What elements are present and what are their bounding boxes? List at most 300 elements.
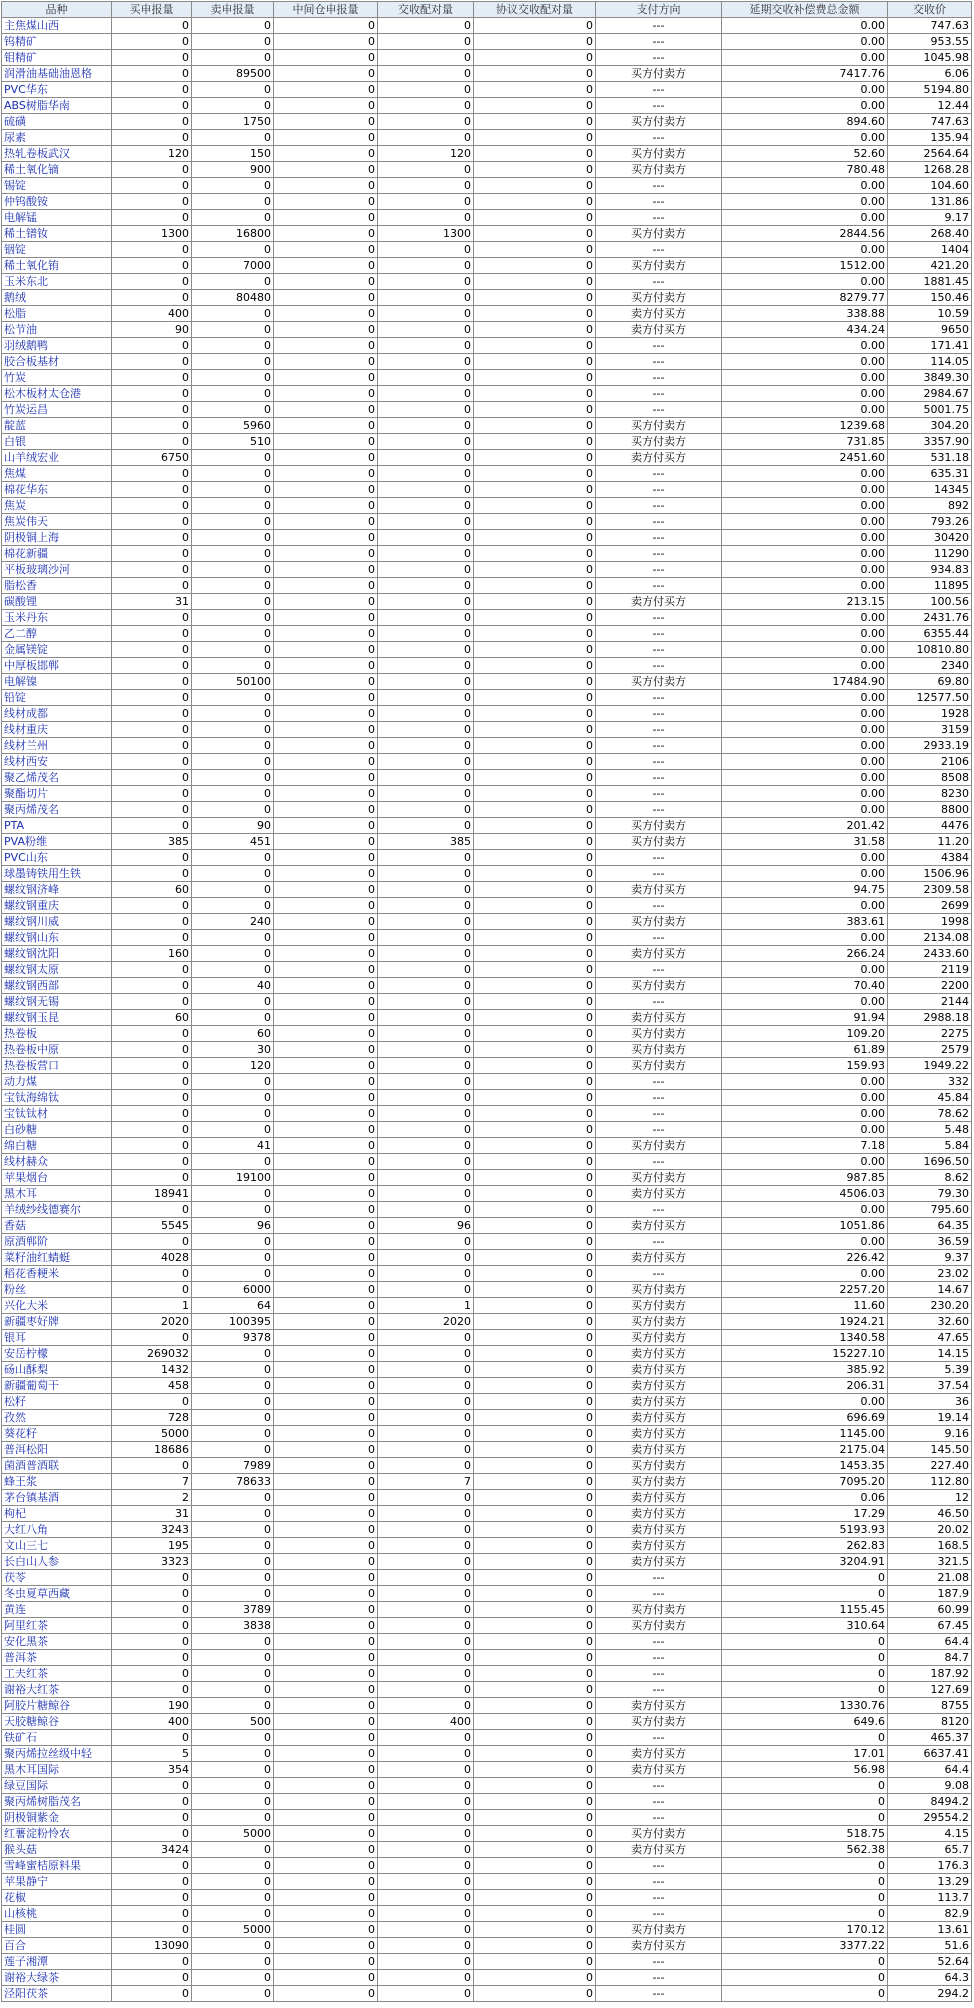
cell-variety: 羊绒纱线德赛尔 bbox=[2, 1202, 112, 1218]
cell-payment-direction: 买方付卖方 bbox=[596, 146, 722, 162]
cell-delivery-matched: 0 bbox=[378, 818, 474, 834]
cell-intermediate-declared: 0 bbox=[274, 98, 378, 114]
cell-deferred-compensation: 0.00 bbox=[722, 1106, 888, 1122]
table-row bbox=[2, 866, 972, 882]
cell-deferred-compensation: 7095.20 bbox=[722, 1474, 888, 1490]
cell-intermediate-declared: 0 bbox=[274, 82, 378, 98]
cell-payment-direction: --- bbox=[596, 1730, 722, 1746]
cell-delivery-price: 79.30 bbox=[888, 1186, 972, 1202]
cell-payment-direction: --- bbox=[596, 338, 722, 354]
cell-sell-declared: 0 bbox=[192, 946, 274, 962]
cell-delivery-price: 2119 bbox=[888, 962, 972, 978]
cell-variety: 宝钛海绵钛 bbox=[2, 1090, 112, 1106]
cell-deferred-compensation: 731.85 bbox=[722, 434, 888, 450]
cell-variety: 玉米东北 bbox=[2, 274, 112, 290]
cell-buy-declared: 0 bbox=[112, 818, 192, 834]
cell-payment-direction: 卖方付买方 bbox=[596, 1762, 722, 1778]
cell-deferred-compensation: 1239.68 bbox=[722, 418, 888, 434]
cell-deferred-compensation: 0 bbox=[722, 1810, 888, 1826]
cell-variety: 聚丙烯拉丝级中轻 bbox=[2, 1746, 112, 1762]
table-row bbox=[2, 978, 972, 994]
cell-intermediate-declared: 0 bbox=[274, 754, 378, 770]
cell-sell-declared: 0 bbox=[192, 18, 274, 34]
cell-sell-declared: 0 bbox=[192, 1266, 274, 1282]
cell-buy-declared: 2020 bbox=[112, 1314, 192, 1330]
cell-buy-declared: 0 bbox=[112, 498, 192, 514]
cell-intermediate-declared: 0 bbox=[274, 626, 378, 642]
table-row bbox=[2, 962, 972, 978]
cell-delivery-price: 60.99 bbox=[888, 1602, 972, 1618]
cell-buy-declared: 0 bbox=[112, 1330, 192, 1346]
cell-agreement-matched: 0 bbox=[474, 226, 596, 242]
cell-buy-declared: 0 bbox=[112, 178, 192, 194]
cell-sell-declared: 0 bbox=[192, 1634, 274, 1650]
cell-payment-direction: --- bbox=[596, 770, 722, 786]
cell-delivery-matched: 0 bbox=[378, 450, 474, 466]
cell-sell-declared: 0 bbox=[192, 578, 274, 594]
cell-delivery-price: 12577.50 bbox=[888, 690, 972, 706]
cell-agreement-matched: 0 bbox=[474, 978, 596, 994]
cell-sell-declared: 64 bbox=[192, 1298, 274, 1314]
cell-agreement-matched: 0 bbox=[474, 1922, 596, 1938]
cell-agreement-matched: 0 bbox=[474, 498, 596, 514]
cell-payment-direction: --- bbox=[596, 930, 722, 946]
table-row bbox=[2, 1074, 972, 1090]
cell-payment-direction: --- bbox=[596, 1986, 722, 2002]
header-deferred-compensation: 延期交收补偿费总金额 bbox=[722, 2, 888, 18]
cell-sell-declared: 16800 bbox=[192, 226, 274, 242]
cell-sell-declared: 0 bbox=[192, 402, 274, 418]
cell-deferred-compensation: 0.00 bbox=[722, 50, 888, 66]
cell-variety: 苹果静宁 bbox=[2, 1874, 112, 1890]
cell-deferred-compensation: 0 bbox=[722, 1890, 888, 1906]
cell-deferred-compensation: 0.00 bbox=[722, 530, 888, 546]
cell-delivery-matched: 0 bbox=[378, 162, 474, 178]
cell-buy-declared: 0 bbox=[112, 562, 192, 578]
cell-agreement-matched: 0 bbox=[474, 818, 596, 834]
cell-buy-declared: 0 bbox=[112, 1986, 192, 2002]
cell-variety: 新疆葡萄干 bbox=[2, 1378, 112, 1394]
cell-payment-direction: --- bbox=[596, 1890, 722, 1906]
cell-payment-direction: 卖方付买方 bbox=[596, 1506, 722, 1522]
cell-intermediate-declared: 0 bbox=[274, 434, 378, 450]
cell-sell-declared: 0 bbox=[192, 1746, 274, 1762]
cell-variety: 乙二醇 bbox=[2, 626, 112, 642]
cell-deferred-compensation: 266.24 bbox=[722, 946, 888, 962]
cell-payment-direction: 买方付卖方 bbox=[596, 978, 722, 994]
cell-variety: 安岳柠檬 bbox=[2, 1346, 112, 1362]
cell-delivery-price: 227.40 bbox=[888, 1458, 972, 1474]
header-delivery-matched: 交收配对量 bbox=[378, 2, 474, 18]
cell-delivery-matched: 0 bbox=[378, 1266, 474, 1282]
cell-delivery-price: 145.50 bbox=[888, 1442, 972, 1458]
cell-sell-declared: 0 bbox=[192, 1106, 274, 1122]
cell-delivery-matched: 0 bbox=[378, 1826, 474, 1842]
cell-sell-declared: 0 bbox=[192, 1874, 274, 1890]
cell-variety: 白砂糖 bbox=[2, 1122, 112, 1138]
cell-deferred-compensation: 56.98 bbox=[722, 1762, 888, 1778]
cell-payment-direction: --- bbox=[596, 1090, 722, 1106]
cell-variety: 热轧卷板武汉 bbox=[2, 146, 112, 162]
cell-intermediate-declared: 0 bbox=[274, 1826, 378, 1842]
table-row bbox=[2, 1650, 972, 1666]
cell-delivery-price: 1268.28 bbox=[888, 162, 972, 178]
table-row bbox=[2, 466, 972, 482]
cell-delivery-matched: 0 bbox=[378, 98, 474, 114]
table-row bbox=[2, 290, 972, 306]
cell-intermediate-declared: 0 bbox=[274, 1442, 378, 1458]
cell-variety: 线材成都 bbox=[2, 706, 112, 722]
cell-sell-declared: 240 bbox=[192, 914, 274, 930]
cell-buy-declared: 2 bbox=[112, 1490, 192, 1506]
cell-sell-declared: 0 bbox=[192, 1522, 274, 1538]
cell-sell-declared: 0 bbox=[192, 1234, 274, 1250]
cell-delivery-price: 32.60 bbox=[888, 1314, 972, 1330]
cell-deferred-compensation: 0.00 bbox=[722, 898, 888, 914]
cell-delivery-price: 64.35 bbox=[888, 1218, 972, 1234]
cell-buy-declared: 0 bbox=[112, 850, 192, 866]
cell-buy-declared: 3243 bbox=[112, 1522, 192, 1538]
cell-sell-declared: 0 bbox=[192, 1938, 274, 1954]
cell-sell-declared: 900 bbox=[192, 162, 274, 178]
cell-sell-declared: 0 bbox=[192, 706, 274, 722]
cell-delivery-matched: 2020 bbox=[378, 1314, 474, 1330]
header-delivery-price: 交收价 bbox=[888, 2, 972, 18]
cell-agreement-matched: 0 bbox=[474, 82, 596, 98]
cell-deferred-compensation: 894.60 bbox=[722, 114, 888, 130]
cell-intermediate-declared: 0 bbox=[274, 466, 378, 482]
cell-intermediate-declared: 0 bbox=[274, 898, 378, 914]
cell-intermediate-declared: 0 bbox=[274, 114, 378, 130]
cell-payment-direction: --- bbox=[596, 1794, 722, 1810]
cell-variety: 茯苓 bbox=[2, 1570, 112, 1586]
cell-intermediate-declared: 0 bbox=[274, 1890, 378, 1906]
cell-sell-declared: 0 bbox=[192, 1410, 274, 1426]
cell-sell-declared: 0 bbox=[192, 370, 274, 386]
cell-intermediate-declared: 0 bbox=[274, 866, 378, 882]
cell-agreement-matched: 0 bbox=[474, 786, 596, 802]
cell-variety: 原酒郸阶 bbox=[2, 1234, 112, 1250]
cell-delivery-price: 8800 bbox=[888, 802, 972, 818]
table-row bbox=[2, 802, 972, 818]
cell-intermediate-declared: 0 bbox=[274, 962, 378, 978]
cell-variety: 螺纹钢重庆 bbox=[2, 898, 112, 914]
cell-delivery-price: 747.63 bbox=[888, 18, 972, 34]
cell-intermediate-declared: 0 bbox=[274, 242, 378, 258]
cell-variety: PVA粉维 bbox=[2, 834, 112, 850]
cell-delivery-matched: 0 bbox=[378, 1074, 474, 1090]
cell-delivery-matched: 0 bbox=[378, 34, 474, 50]
cell-delivery-matched: 0 bbox=[378, 946, 474, 962]
cell-intermediate-declared: 0 bbox=[274, 818, 378, 834]
cell-sell-declared: 0 bbox=[192, 1250, 274, 1266]
cell-agreement-matched: 0 bbox=[474, 146, 596, 162]
cell-delivery-matched: 0 bbox=[378, 1650, 474, 1666]
cell-delivery-price: 3159 bbox=[888, 722, 972, 738]
cell-buy-declared: 60 bbox=[112, 1010, 192, 1026]
cell-agreement-matched: 0 bbox=[474, 1618, 596, 1634]
cell-delivery-price: 3357.90 bbox=[888, 434, 972, 450]
cell-delivery-matched: 0 bbox=[378, 578, 474, 594]
cell-sell-declared: 0 bbox=[192, 610, 274, 626]
cell-sell-declared: 0 bbox=[192, 1698, 274, 1714]
cell-variety: 稻花香粳米 bbox=[2, 1266, 112, 1282]
cell-intermediate-declared: 0 bbox=[274, 1730, 378, 1746]
cell-intermediate-declared: 0 bbox=[274, 994, 378, 1010]
cell-payment-direction: 买方付卖方 bbox=[596, 1458, 722, 1474]
cell-sell-declared: 60 bbox=[192, 1026, 274, 1042]
cell-deferred-compensation: 0.00 bbox=[722, 642, 888, 658]
cell-deferred-compensation: 0.00 bbox=[722, 274, 888, 290]
cell-variety: 桂圆 bbox=[2, 1922, 112, 1938]
table-row bbox=[2, 1778, 972, 1794]
cell-delivery-price: 531.18 bbox=[888, 450, 972, 466]
cell-delivery-matched: 0 bbox=[378, 1954, 474, 1970]
cell-buy-declared: 120 bbox=[112, 146, 192, 162]
cell-agreement-matched: 0 bbox=[474, 370, 596, 386]
cell-intermediate-declared: 0 bbox=[274, 210, 378, 226]
cell-buy-declared: 0 bbox=[112, 1154, 192, 1170]
table-row bbox=[2, 338, 972, 354]
cell-variety: 猴头菇 bbox=[2, 1842, 112, 1858]
cell-deferred-compensation: 70.40 bbox=[722, 978, 888, 994]
cell-agreement-matched: 0 bbox=[474, 1714, 596, 1730]
cell-deferred-compensation: 383.61 bbox=[722, 914, 888, 930]
cell-sell-declared: 0 bbox=[192, 626, 274, 642]
cell-variety: 动力煤 bbox=[2, 1074, 112, 1090]
table-row bbox=[2, 274, 972, 290]
cell-delivery-matched: 1300 bbox=[378, 226, 474, 242]
cell-intermediate-declared: 0 bbox=[274, 1010, 378, 1026]
cell-agreement-matched: 0 bbox=[474, 1746, 596, 1762]
cell-buy-declared: 0 bbox=[112, 1202, 192, 1218]
cell-payment-direction: --- bbox=[596, 754, 722, 770]
cell-agreement-matched: 0 bbox=[474, 1762, 596, 1778]
cell-variety: 聚丙烯茂名 bbox=[2, 802, 112, 818]
cell-deferred-compensation: 0.00 bbox=[722, 658, 888, 674]
cell-deferred-compensation: 0.00 bbox=[722, 930, 888, 946]
cell-deferred-compensation: 0.00 bbox=[722, 242, 888, 258]
cell-buy-declared: 0 bbox=[112, 1282, 192, 1298]
cell-variety: 线材西安 bbox=[2, 754, 112, 770]
table-row bbox=[2, 402, 972, 418]
cell-agreement-matched: 0 bbox=[474, 706, 596, 722]
cell-delivery-price: 2309.58 bbox=[888, 882, 972, 898]
cell-variety: PVC山东 bbox=[2, 850, 112, 866]
cell-agreement-matched: 0 bbox=[474, 1874, 596, 1890]
cell-payment-direction: 买方付卖方 bbox=[596, 1058, 722, 1074]
cell-buy-declared: 0 bbox=[112, 1042, 192, 1058]
cell-variety: 焦炭 bbox=[2, 498, 112, 514]
cell-buy-declared: 31 bbox=[112, 594, 192, 610]
cell-delivery-matched: 0 bbox=[378, 1698, 474, 1714]
cell-sell-declared: 0 bbox=[192, 1954, 274, 1970]
cell-delivery-price: 45.84 bbox=[888, 1090, 972, 1106]
cell-variety: 聚丙烯树脂茂名 bbox=[2, 1794, 112, 1810]
table-row bbox=[2, 1026, 972, 1042]
cell-agreement-matched: 0 bbox=[474, 1186, 596, 1202]
cell-buy-declared: 0 bbox=[112, 658, 192, 674]
cell-delivery-price: 11.20 bbox=[888, 834, 972, 850]
cell-buy-declared: 0 bbox=[112, 994, 192, 1010]
cell-agreement-matched: 0 bbox=[474, 754, 596, 770]
cell-delivery-matched: 0 bbox=[378, 1186, 474, 1202]
cell-variety: 谢裕大红茶 bbox=[2, 1682, 112, 1698]
cell-deferred-compensation: 0.00 bbox=[722, 1394, 888, 1410]
table-row bbox=[2, 1298, 972, 1314]
cell-intermediate-declared: 0 bbox=[274, 1202, 378, 1218]
cell-agreement-matched: 0 bbox=[474, 914, 596, 930]
cell-intermediate-declared: 0 bbox=[274, 1282, 378, 1298]
cell-delivery-matched: 0 bbox=[378, 1554, 474, 1570]
cell-deferred-compensation: 0.00 bbox=[722, 1154, 888, 1170]
cell-agreement-matched: 0 bbox=[474, 658, 596, 674]
cell-delivery-matched: 0 bbox=[378, 1922, 474, 1938]
cell-agreement-matched: 0 bbox=[474, 210, 596, 226]
cell-intermediate-declared: 0 bbox=[274, 482, 378, 498]
cell-variety: 稀土氧化铕 bbox=[2, 258, 112, 274]
cell-intermediate-declared: 0 bbox=[274, 66, 378, 82]
cell-payment-direction: --- bbox=[596, 706, 722, 722]
table-row bbox=[2, 1010, 972, 1026]
cell-intermediate-declared: 0 bbox=[274, 1746, 378, 1762]
cell-variety: 兴化大米 bbox=[2, 1298, 112, 1314]
cell-delivery-matched: 0 bbox=[378, 850, 474, 866]
cell-buy-declared: 0 bbox=[112, 466, 192, 482]
cell-delivery-matched: 0 bbox=[378, 1362, 474, 1378]
table-row bbox=[2, 354, 972, 370]
cell-agreement-matched: 0 bbox=[474, 258, 596, 274]
cell-delivery-matched: 0 bbox=[378, 802, 474, 818]
cell-intermediate-declared: 0 bbox=[274, 882, 378, 898]
cell-agreement-matched: 0 bbox=[474, 1586, 596, 1602]
cell-intermediate-declared: 0 bbox=[274, 1250, 378, 1266]
cell-delivery-matched: 0 bbox=[378, 434, 474, 450]
cell-buy-declared: 190 bbox=[112, 1698, 192, 1714]
table-row bbox=[2, 642, 972, 658]
cell-buy-declared: 0 bbox=[112, 1970, 192, 1986]
table-row bbox=[2, 1234, 972, 1250]
cell-buy-declared: 0 bbox=[112, 642, 192, 658]
cell-variety: 绿豆国际 bbox=[2, 1778, 112, 1794]
table-row bbox=[2, 722, 972, 738]
cell-agreement-matched: 0 bbox=[474, 1362, 596, 1378]
cell-delivery-matched: 0 bbox=[378, 210, 474, 226]
cell-delivery-matched: 0 bbox=[378, 322, 474, 338]
table-row bbox=[2, 146, 972, 162]
cell-sell-declared: 0 bbox=[192, 82, 274, 98]
cell-delivery-price: 176.3 bbox=[888, 1858, 972, 1874]
table-row bbox=[2, 1762, 972, 1778]
cell-agreement-matched: 0 bbox=[474, 850, 596, 866]
cell-payment-direction: --- bbox=[596, 1154, 722, 1170]
cell-sell-declared: 0 bbox=[192, 1362, 274, 1378]
cell-buy-declared: 0 bbox=[112, 290, 192, 306]
cell-payment-direction: 买方付卖方 bbox=[596, 1298, 722, 1314]
cell-delivery-price: 11290 bbox=[888, 546, 972, 562]
cell-variety: 普洱松阳 bbox=[2, 1442, 112, 1458]
cell-delivery-matched: 0 bbox=[378, 1442, 474, 1458]
cell-deferred-compensation: 0.00 bbox=[722, 786, 888, 802]
cell-deferred-compensation: 2257.20 bbox=[722, 1282, 888, 1298]
cell-buy-declared: 0 bbox=[112, 242, 192, 258]
cell-deferred-compensation: 0.00 bbox=[722, 482, 888, 498]
table-row bbox=[2, 1346, 972, 1362]
cell-variety: 松木板材太仓港 bbox=[2, 386, 112, 402]
cell-variety: 菜籽油红蜻蜓 bbox=[2, 1250, 112, 1266]
cell-buy-declared: 0 bbox=[112, 1618, 192, 1634]
cell-buy-declared: 0 bbox=[112, 546, 192, 562]
cell-agreement-matched: 0 bbox=[474, 882, 596, 898]
cell-intermediate-declared: 0 bbox=[274, 1634, 378, 1650]
cell-delivery-price: 8494.2 bbox=[888, 1794, 972, 1810]
cell-intermediate-declared: 0 bbox=[274, 1778, 378, 1794]
cell-payment-direction: --- bbox=[596, 1570, 722, 1586]
cell-delivery-matched: 0 bbox=[378, 258, 474, 274]
cell-agreement-matched: 0 bbox=[474, 1202, 596, 1218]
cell-buy-declared: 7 bbox=[112, 1474, 192, 1490]
cell-delivery-price: 37.54 bbox=[888, 1378, 972, 1394]
cell-sell-declared: 3789 bbox=[192, 1602, 274, 1618]
cell-delivery-price: 465.37 bbox=[888, 1730, 972, 1746]
cell-delivery-price: 135.94 bbox=[888, 130, 972, 146]
cell-delivery-matched: 0 bbox=[378, 610, 474, 626]
cell-agreement-matched: 0 bbox=[474, 1442, 596, 1458]
cell-sell-declared: 9378 bbox=[192, 1330, 274, 1346]
cell-delivery-price: 14.67 bbox=[888, 1282, 972, 1298]
cell-agreement-matched: 0 bbox=[474, 898, 596, 914]
cell-delivery-price: 84.7 bbox=[888, 1650, 972, 1666]
cell-agreement-matched: 0 bbox=[474, 1554, 596, 1570]
cell-delivery-price: 6355.44 bbox=[888, 626, 972, 642]
table-row bbox=[2, 1730, 972, 1746]
cell-sell-declared: 0 bbox=[192, 1442, 274, 1458]
cell-delivery-price: 131.86 bbox=[888, 194, 972, 210]
cell-deferred-compensation: 3204.91 bbox=[722, 1554, 888, 1570]
cell-agreement-matched: 0 bbox=[474, 1570, 596, 1586]
cell-payment-direction: --- bbox=[596, 658, 722, 674]
table-row bbox=[2, 1922, 972, 1938]
cell-agreement-matched: 0 bbox=[474, 962, 596, 978]
cell-intermediate-declared: 0 bbox=[274, 418, 378, 434]
cell-variety: 螺纹钢无锡 bbox=[2, 994, 112, 1010]
cell-intermediate-declared: 0 bbox=[274, 1858, 378, 1874]
cell-intermediate-declared: 0 bbox=[274, 706, 378, 722]
cell-agreement-matched: 0 bbox=[474, 1522, 596, 1538]
table-row bbox=[2, 1698, 972, 1714]
table-row bbox=[2, 578, 972, 594]
cell-delivery-price: 36 bbox=[888, 1394, 972, 1410]
table-row bbox=[2, 1042, 972, 1058]
cell-payment-direction: 买方付卖方 bbox=[596, 1138, 722, 1154]
cell-variety: 胶合板基材 bbox=[2, 354, 112, 370]
table-row bbox=[2, 1106, 972, 1122]
cell-agreement-matched: 0 bbox=[474, 1650, 596, 1666]
cell-intermediate-declared: 0 bbox=[274, 1794, 378, 1810]
cell-variety: 工夫红茶 bbox=[2, 1666, 112, 1682]
cell-variety: 银耳 bbox=[2, 1330, 112, 1346]
cell-deferred-compensation: 0.00 bbox=[722, 210, 888, 226]
header-agreement-matched: 协议交收配对量 bbox=[474, 2, 596, 18]
cell-intermediate-declared: 0 bbox=[274, 674, 378, 690]
cell-deferred-compensation: 0.00 bbox=[722, 1122, 888, 1138]
cell-variety: 硫磺 bbox=[2, 114, 112, 130]
cell-intermediate-declared: 0 bbox=[274, 530, 378, 546]
cell-agreement-matched: 0 bbox=[474, 834, 596, 850]
cell-payment-direction: --- bbox=[596, 1234, 722, 1250]
cell-agreement-matched: 0 bbox=[474, 594, 596, 610]
cell-agreement-matched: 0 bbox=[474, 1474, 596, 1490]
